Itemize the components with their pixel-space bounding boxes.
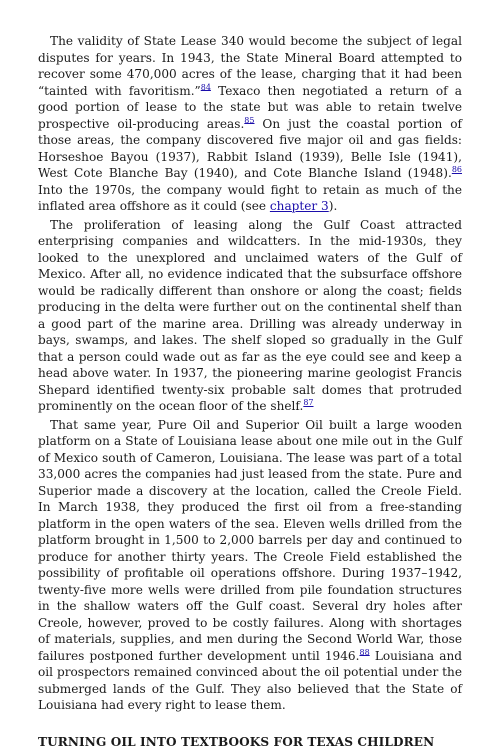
footnote-link[interactable]: 88	[359, 647, 370, 657]
body-text	[38, 33, 462, 714]
text-run: ).	[328, 199, 338, 213]
paragraph	[38, 33, 462, 215]
footnote-link[interactable]: 85	[244, 115, 255, 125]
footnote-ref	[359, 647, 369, 656]
text-run: Louisiana and oil prospectors remained convinced about the oil potential under the submerged lands of the Gulf. They also believed that the State of Louisiana had every right to lease them.	[38, 648, 463, 712]
text-run: The validity of State Lease 340 would become the subject of legal disputes for years. In 1943, the State Mineral Board attempted to recover some 470,000 acres of the lease, charging that it had been “tainted with favoritism.”	[38, 34, 462, 98]
footnote-link[interactable]: 87	[303, 397, 314, 407]
text-run: That same year, Pure Oil and Superior Oil built a large wooden platform on a State of Louisiana lease about one mile out in the Gulf of Mexico south of Cameron, Louisiana. The lease was part of a total 33,000 acres the companies had just leased from the state. Pure and Superior made a discovery at the location, called the Creole Field. In March 1938, they produced the first oil from a free-standing platform in the open waters of the sea. Eleven wells drilled from the platform brought in 1,500 to 2,000 barrels per day and continued to produce for another thirty years. The Creole Field established the possibility of profitable oil operations offshore. During 1937–1942, twenty-five more wells were drilled from pile foundation structures in the shallow waters off the Gulf coast. Several dry holes after Creole, however, proved to be costly failures. Along with shortages of materials, supplies, and men during the Second World War, those failures postponed further development until 1946.	[38, 417, 462, 663]
footnote-ref	[303, 398, 313, 407]
text-run: Into the 1970s, the company would fight to retain as much of the inflated area offshore as it could (see	[38, 182, 462, 213]
footnote-link[interactable]: 86	[451, 164, 462, 174]
text-run: Texaco then negotiated a return of a good portion of lease to the state but was able to retain twelve prospective oil-producing areas.	[38, 83, 462, 131]
text-run: The proliferation of leasing along the Gulf Coast attracted enterprising companies and wildcatters. In the mid-1930s, they looked to the unexplored and unclaimed waters of the Gulf of Mexico. After all, no evidence indicated that the subsurface offshore would be radically different than onshore or along the coast; fields producing in the delta were further out on the continental shelf than a good part of the marine area. Drilling was already underway in bays, swamps, and lakes. The shelf sloped so gradually in the Gulf that a person could wade out as far as the eye could see and keep a head above water. In 1937, the pioneering marine geologist Francis Shepard identified twenty-six probable salt domes that protruded prominently on the ocean floor of the shelf.	[38, 217, 462, 413]
section-heading: TURNING OIL INTO TEXTBOOKS FOR TEXAS CHILDREN	[38, 734, 435, 749]
footnote-ref	[201, 82, 211, 91]
paragraph	[38, 217, 462, 415]
footnote-ref	[244, 115, 254, 124]
paragraph	[38, 417, 462, 714]
text-run: On just the coastal portion of those areas, the company discovered five major oil and gas fields: Horseshoe Bayou (1937), Rabbit Island (1939), Belle Isle (1941), West Cote Blanche Bay (1940), and Cote Blanche Island (1948).	[38, 116, 462, 180]
footnote-ref	[452, 165, 462, 174]
footnote-link[interactable]: 84	[200, 82, 211, 92]
chapter-link[interactable]: chapter 3	[269, 199, 329, 213]
